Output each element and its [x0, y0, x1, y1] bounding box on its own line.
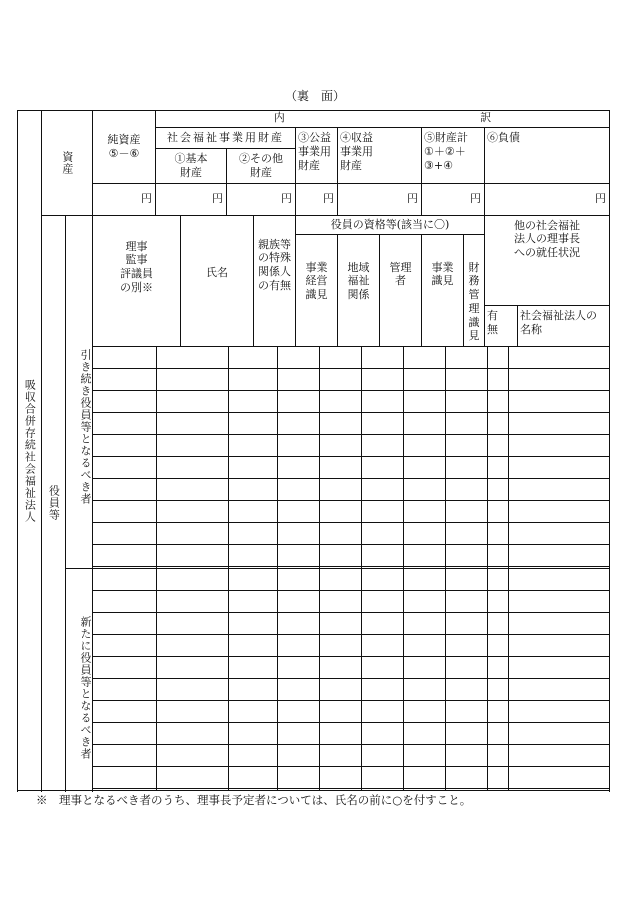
public-interest-amount[interactable]: 円	[296, 183, 338, 215]
other-corp-chairman-header: 他の社会福祉 法人の理事長 への就任状況	[485, 215, 610, 305]
officers-group-label: 役員等	[42, 215, 66, 791]
continuing-officers-entry-area	[93, 347, 610, 569]
assets-label: 資産	[42, 111, 93, 216]
profit-business-amount[interactable]: 円	[338, 183, 422, 215]
relation-header: 親族等 の特殊 関係人 の有無	[254, 215, 296, 347]
property-total-amount[interactable]: 円	[422, 183, 485, 215]
breakdown-header	[156, 111, 610, 128]
regional-welfare-header: 地域 福祉 関係	[338, 234, 380, 347]
page-title: （裏 面）	[284, 89, 345, 103]
absorbing-corporation-label: 吸収合併存続社会福祉法人	[18, 111, 42, 791]
corporation-name-header: 社会福祉法人の 名称	[518, 305, 610, 346]
net-assets-header: 純資産 ⑤－⑥	[93, 111, 156, 184]
public-interest-property-header: ③公益 事業用 財産	[296, 128, 338, 184]
yes-no-header: 有 無	[485, 305, 518, 346]
finance-management-header: 財務 管理 識見	[464, 234, 485, 347]
breakdown-left-char: 内	[273, 111, 285, 124]
name-header: 氏名	[181, 215, 254, 347]
property-total-header: ⑤財産計 ①＋②＋ ③+④	[422, 128, 485, 184]
footnote: ※ 理事となるべき者のうち、理事長予定者については、氏名の前に○を付すこと。	[36, 793, 472, 807]
liabilities-amount[interactable]: 円	[485, 183, 610, 215]
basic-property-amount[interactable]: 円	[156, 183, 227, 215]
merger-officer-form-table	[17, 110, 610, 791]
business-insight-header: 事業 識見	[422, 234, 464, 347]
new-officers-label: 新たに役員等となるべき者	[66, 569, 93, 791]
qualification-header: 役員の資格等(該当に〇)	[296, 215, 485, 234]
breakdown-right-char: 訳	[480, 111, 492, 124]
other-property-header: ②その他 財産	[227, 149, 296, 184]
social-welfare-property-header: 社会福祉事業用財産	[156, 128, 296, 149]
continuing-officers-grid[interactable]	[93, 347, 609, 568]
liabilities-header: ⑥負債	[485, 128, 610, 184]
continuing-officers-label: 引き続き役員等となるべき者	[66, 215, 93, 569]
new-officers-grid[interactable]	[93, 569, 609, 790]
manager-header: 管理 者	[380, 234, 422, 347]
net-assets-amount[interactable]: 円	[93, 183, 156, 215]
other-property-amount[interactable]: 円	[227, 183, 296, 215]
business-management-header: 事業 経営 識見	[296, 234, 338, 347]
basic-property-header: ①基本 財産	[156, 149, 227, 184]
role-type-header: 理事 監事 評議員 の別※	[93, 215, 181, 347]
profit-business-property-header: ④収益 事業用 財産	[338, 128, 422, 184]
new-officers-entry-area	[93, 569, 610, 791]
